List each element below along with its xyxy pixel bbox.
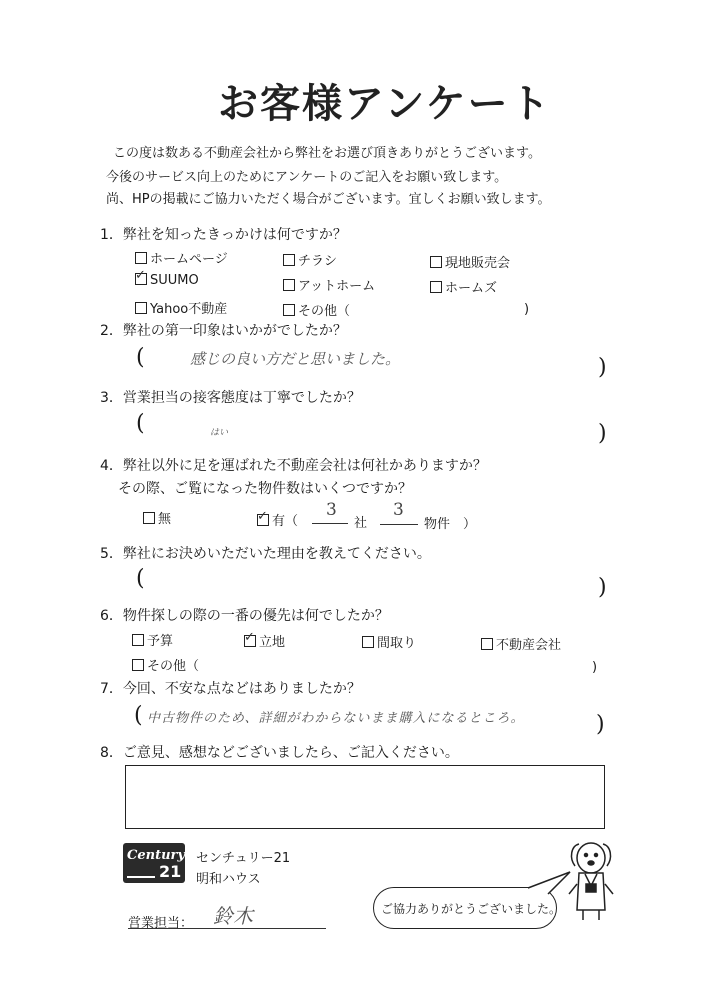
q7-answer[interactable]: 中古物件のため、詳細がわからないまま購入になるところ。 xyxy=(147,711,525,726)
q1-option-homes[interactable]: ホームズ xyxy=(430,277,497,296)
q2-label: 2．弊社の第一印象はいかがでしたか？ xyxy=(100,323,347,339)
q4-option-none[interactable]: 無 xyxy=(143,508,171,527)
q2-open-paren: ( xyxy=(136,345,145,370)
q3-answer[interactable]: はい xyxy=(210,428,229,438)
q3-close-paren: ) xyxy=(598,421,607,446)
sales-rep-label: 営業担当： xyxy=(128,916,194,931)
q6-option-other[interactable]: その他（ xyxy=(132,655,199,674)
q4-properties-value[interactable]: 3 xyxy=(393,500,404,520)
q7-open-paren: ( xyxy=(134,703,143,728)
century21-logo: Century 21 xyxy=(123,843,185,883)
q7-close-paren: ) xyxy=(596,712,605,737)
q5-open-paren: ( xyxy=(136,566,145,591)
q1-option-other[interactable]: その他（ xyxy=(283,300,350,319)
q8-label: 8．ご意見、感想などございましたら、ご記入ください。 xyxy=(100,745,459,761)
q6-other-close: ) xyxy=(592,660,598,675)
q4-companies-value[interactable]: 3 xyxy=(326,500,337,520)
q1-option-yahoo[interactable]: Yahoo不動産 xyxy=(135,298,227,317)
company-name-2: 明和ハウス xyxy=(196,872,261,887)
q5-close-paren: ) xyxy=(598,575,607,600)
q4-label-2: その際、ご覧になった物件数はいくつですか？ xyxy=(118,481,412,497)
q1-other-close: ) xyxy=(524,302,530,317)
q2-close-paren: ) xyxy=(598,355,607,380)
intro-line-1: この度は数ある不動産会社から弊社をお選び頂きありがとうございます。 xyxy=(113,146,541,161)
q6-option-location[interactable]: ✓ 立地 xyxy=(244,631,285,650)
q6-label: 6．物件探しの際の一番の優先は何でしたか？ xyxy=(100,608,389,624)
q1-option-homepage[interactable]: ホームページ xyxy=(135,248,228,267)
q6-option-agency[interactable]: 不動産会社 xyxy=(481,634,561,653)
sales-rep-name[interactable]: 鈴木 xyxy=(213,904,253,928)
q1-label: 1．弊社を知ったきっかけは何ですか？ xyxy=(100,227,347,243)
q2-answer[interactable]: 感じの良い方だと思いました。 xyxy=(190,350,401,368)
q3-open-paren: ( xyxy=(136,411,145,436)
intro-line-2: 今後のサービス向上のためにアンケートのご記入をお願い致します。 xyxy=(106,170,508,185)
q4-option-yes[interactable]: ✓ 有（ xyxy=(257,510,298,529)
q5-label: 5．弊社にお決めいただいた理由を教えてください。 xyxy=(100,546,431,562)
q4-label: 4．弊社以外に足を運ばれた不動産会社は何社かありますか？ xyxy=(100,458,487,474)
q6-option-budget[interactable]: 予算 xyxy=(132,630,173,649)
mascot-dog-icon xyxy=(565,832,617,922)
q4-bukken-label: 物件 ） xyxy=(424,517,477,532)
q7-label: 7．今回、不安な点などはありましたか？ xyxy=(100,681,361,697)
q3-label: 3．営業担当の接客態度は丁寧でしたか？ xyxy=(100,390,361,406)
thanks-message: ご協力ありがとうございました。 xyxy=(381,902,562,916)
q4-sha-label: 社 xyxy=(354,516,368,531)
q1-option-flyer[interactable]: チラシ xyxy=(283,250,337,269)
page-title: お客様アンケート xyxy=(218,81,552,127)
q1-option-open-house[interactable]: 現地販売会 xyxy=(430,252,510,271)
q1-option-suumo[interactable]: ✓SUUMO xyxy=(135,273,199,288)
q1-option-athome[interactable]: アットホーム xyxy=(283,275,375,294)
company-name-1: センチュリー21 xyxy=(196,851,291,866)
q6-option-layout[interactable]: 間取り xyxy=(362,632,416,651)
intro-line-3: 尚、HPの掲載にご協力いただく場合がございます。宜しくお願い致します。 xyxy=(106,192,551,207)
